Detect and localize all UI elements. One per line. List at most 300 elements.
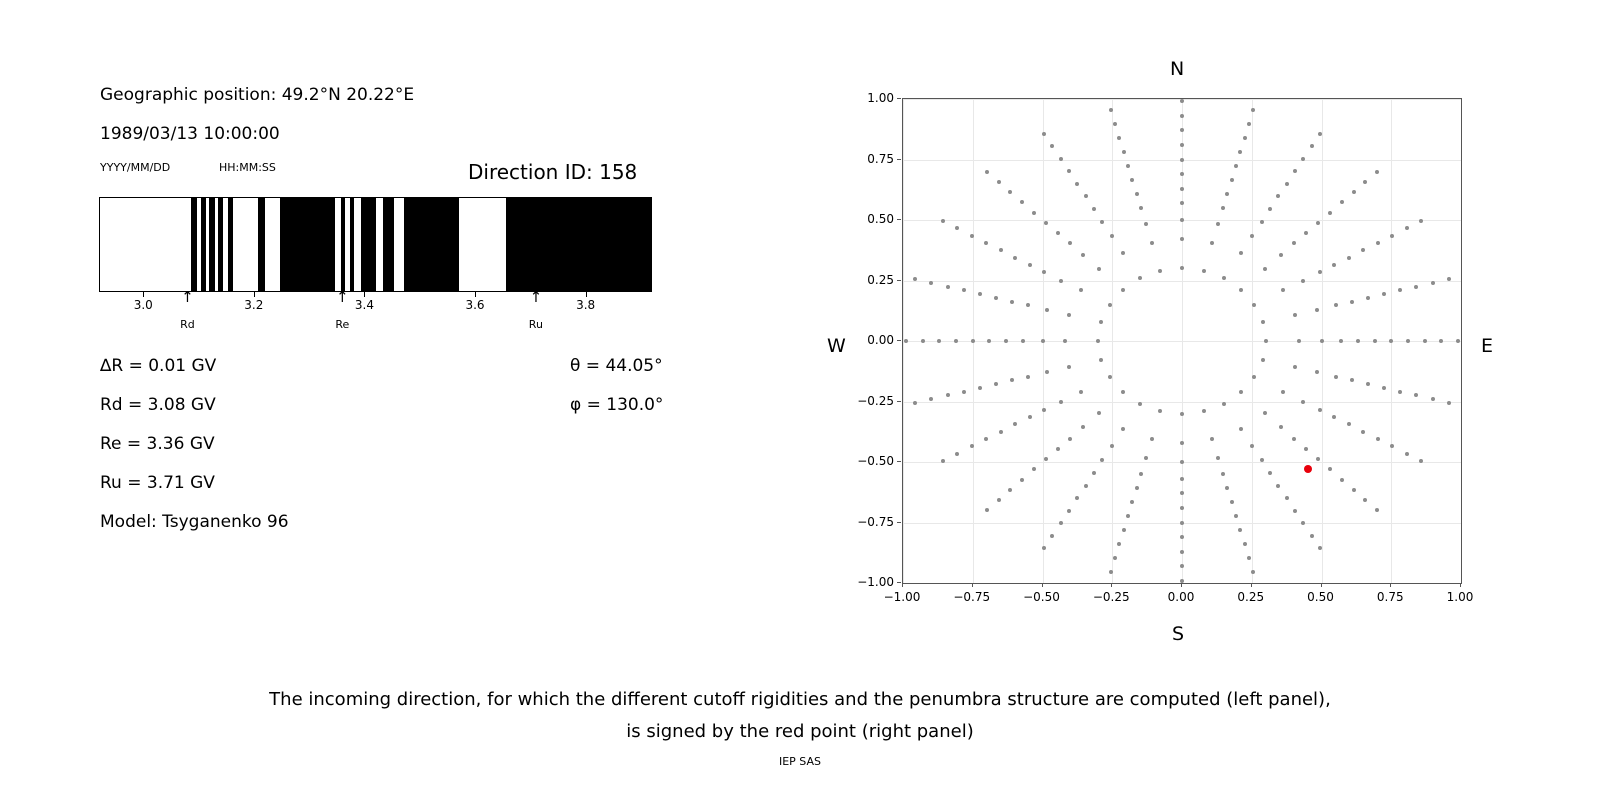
direction-dot xyxy=(1013,256,1017,260)
axis-tick-label-y: 0.25 xyxy=(867,272,894,287)
direction-dot xyxy=(1092,471,1096,475)
direction-dot xyxy=(1263,411,1267,415)
direction-dot xyxy=(997,498,1001,502)
penumbra-chart xyxy=(99,197,652,292)
direction-dot xyxy=(1292,241,1296,245)
direction-dot xyxy=(1222,402,1226,406)
penumbra-band xyxy=(506,198,652,291)
direction-dot xyxy=(1373,339,1377,343)
direction-dot xyxy=(1081,425,1085,429)
direction-dot xyxy=(1238,528,1242,532)
direction-dot xyxy=(1180,187,1184,191)
theta-value: θ = 44.05° xyxy=(570,356,663,376)
ru-value: Ru = 3.71 GV xyxy=(100,473,215,493)
direction-dot xyxy=(1117,136,1121,140)
axis-tickmark-y xyxy=(897,340,901,341)
direction-dot xyxy=(1239,251,1243,255)
direction-dot xyxy=(1028,263,1032,267)
direction-dot xyxy=(1068,241,1072,245)
direction-dot xyxy=(962,288,966,292)
direction-dot xyxy=(1050,534,1054,538)
direction-dot xyxy=(1144,456,1148,460)
axis-tickmark-y xyxy=(897,280,901,281)
direction-dot xyxy=(1318,132,1322,136)
direction-dot xyxy=(1138,402,1142,406)
direction-dot xyxy=(1390,234,1394,238)
direction-dot xyxy=(1044,221,1048,225)
direction-dot xyxy=(1260,220,1264,224)
direction-dot xyxy=(1067,313,1071,317)
penumbra-band xyxy=(350,198,354,291)
direction-dot xyxy=(1263,267,1267,271)
direction-dot xyxy=(1301,157,1305,161)
right-panel xyxy=(800,0,1600,660)
direction-dot xyxy=(1414,393,1418,397)
direction-dot xyxy=(1260,458,1264,462)
direction-dot xyxy=(1158,409,1162,413)
direction-dot xyxy=(1026,375,1030,379)
direction-dot xyxy=(1268,471,1272,475)
direction-dot xyxy=(1045,308,1049,312)
direction-dot xyxy=(1361,248,1365,252)
direction-dot xyxy=(1180,460,1184,464)
axis-tickmark-x xyxy=(972,583,973,587)
axis-tick-label: 3.2 xyxy=(244,298,264,312)
axis-tick xyxy=(364,292,365,297)
direction-dot xyxy=(1447,401,1451,405)
direction-dot xyxy=(1067,169,1071,173)
direction-dot xyxy=(1456,339,1460,343)
date-format-hint: YYYY/MM/DD xyxy=(100,161,171,174)
direction-dot xyxy=(1419,459,1423,463)
direction-dot xyxy=(971,339,975,343)
direction-dot xyxy=(1268,207,1272,211)
caption-line-1: The incoming direction, for which the different cutoff rigidities and the penumbra structure are computed (left panel), xyxy=(269,689,1331,710)
model-value: Model: Tsyganenko 96 xyxy=(100,512,289,532)
axis-tickmark-y xyxy=(897,159,901,160)
direction-dot xyxy=(1130,178,1134,182)
direction-dot xyxy=(1180,491,1184,495)
direction-dot xyxy=(1304,231,1308,235)
direction-dot xyxy=(1239,427,1243,431)
direction-dot xyxy=(913,401,917,405)
direction-dot xyxy=(1113,122,1117,126)
axis-tickmark-x xyxy=(1321,583,1322,587)
direction-dot xyxy=(1126,164,1130,168)
axis-tick-label-x: 0.00 xyxy=(1167,590,1195,604)
direction-dot xyxy=(1250,444,1254,448)
direction-dot xyxy=(1431,281,1435,285)
direction-dot xyxy=(1234,514,1238,518)
geographic-position: Geographic position: 49.2°N 20.22°E xyxy=(100,85,415,105)
direction-dot xyxy=(1301,521,1305,525)
direction-dot xyxy=(1097,411,1101,415)
direction-dot xyxy=(955,452,959,456)
direction-dot xyxy=(1398,390,1402,394)
gridline xyxy=(1461,99,1462,583)
direction-dot xyxy=(1239,390,1243,394)
direction-dot xyxy=(929,281,933,285)
direction-dot xyxy=(954,339,958,343)
direction-dot xyxy=(1180,172,1184,176)
direction-dot xyxy=(1180,158,1184,162)
axis-tick-label-y: −0.75 xyxy=(857,514,894,529)
direction-dot xyxy=(1059,521,1063,525)
direction-dot xyxy=(1008,190,1012,194)
direction-dot xyxy=(985,508,989,512)
compass-east-label: E xyxy=(1481,335,1494,357)
direction-dot xyxy=(1250,234,1254,238)
rd-value: Rd = 3.08 GV xyxy=(100,395,216,415)
direction-dot xyxy=(1293,509,1297,513)
direction-dot xyxy=(1261,358,1265,362)
left-panel xyxy=(0,0,800,660)
direction-dot xyxy=(1121,251,1125,255)
time-format-hint: HH:MM:SS xyxy=(219,161,276,174)
direction-dot xyxy=(1150,437,1154,441)
direction-dot xyxy=(1059,157,1063,161)
direction-dot xyxy=(1042,408,1046,412)
direction-dot xyxy=(1108,375,1112,379)
axis-tick-label: 3.8 xyxy=(576,298,596,312)
direction-dot xyxy=(1230,500,1234,504)
direction-dot xyxy=(1405,452,1409,456)
direction-dot xyxy=(1150,241,1154,245)
penumbra-band xyxy=(258,198,265,291)
direction-dot xyxy=(1340,200,1344,204)
direction-dot xyxy=(1121,390,1125,394)
direction-dot xyxy=(1318,270,1322,274)
direction-dot xyxy=(1328,211,1332,215)
direction-dot xyxy=(1075,496,1079,500)
direction-dot xyxy=(1010,300,1014,304)
direction-dot xyxy=(1239,288,1243,292)
direction-dot xyxy=(921,339,925,343)
direction-dot xyxy=(1406,339,1410,343)
direction-dot xyxy=(1202,269,1206,273)
direction-dot xyxy=(1109,108,1113,112)
axis-tickmark-x xyxy=(1251,583,1252,587)
penumbra-band xyxy=(383,198,394,291)
axis-tick-label-y: −1.00 xyxy=(857,575,894,589)
direction-dot xyxy=(1121,427,1125,431)
direction-dot xyxy=(1285,496,1289,500)
direction-dot xyxy=(985,170,989,174)
direction-dot xyxy=(1008,488,1012,492)
direction-dot xyxy=(1310,144,1314,148)
direction-dot xyxy=(1122,528,1126,532)
rigidity-marker-label: Ru xyxy=(528,318,543,331)
direction-dot xyxy=(1056,447,1060,451)
direction-dot xyxy=(1135,486,1139,490)
direction-dot xyxy=(1020,200,1024,204)
direction-dot xyxy=(1363,498,1367,502)
axis-tickmark-y xyxy=(897,461,901,462)
direction-dot xyxy=(1021,339,1025,343)
direction-dot xyxy=(984,437,988,441)
direction-dot xyxy=(1251,108,1255,112)
direction-dot xyxy=(1075,182,1079,186)
direction-dot xyxy=(1050,144,1054,148)
axis-tick-label-x: −0.50 xyxy=(1023,590,1060,604)
direction-dot xyxy=(1352,190,1356,194)
direction-dot xyxy=(1180,266,1184,270)
direction-dot xyxy=(1332,263,1336,267)
direction-dot xyxy=(1180,535,1184,539)
direction-dot xyxy=(1315,370,1319,374)
direction-dot xyxy=(1117,542,1121,546)
direction-dot xyxy=(941,459,945,463)
direction-dot xyxy=(1279,253,1283,257)
direction-dot xyxy=(1138,276,1142,280)
direction-dot xyxy=(1252,375,1256,379)
direction-dot xyxy=(994,382,998,386)
direction-dot xyxy=(1126,514,1130,518)
penumbra-bar xyxy=(99,197,652,292)
direction-dot xyxy=(1366,382,1370,386)
direction-dot xyxy=(1225,486,1229,490)
direction-dot xyxy=(946,285,950,289)
direction-dot xyxy=(997,180,1001,184)
penumbra-band xyxy=(191,198,197,291)
direction-dot xyxy=(1180,506,1184,510)
axis-tick-label-x: 0.25 xyxy=(1237,590,1265,604)
direction-dot xyxy=(1318,546,1322,550)
direction-dot xyxy=(1243,542,1247,546)
axis-tick-label: 3.4 xyxy=(354,298,374,312)
direction-dot xyxy=(1261,320,1265,324)
direction-dot xyxy=(1042,270,1046,274)
direction-dot xyxy=(1202,409,1206,413)
direction-dot xyxy=(1059,279,1063,283)
direction-dot xyxy=(984,241,988,245)
direction-dot xyxy=(1180,128,1184,132)
direction-dot xyxy=(1084,194,1088,198)
direction-dot xyxy=(1092,207,1096,211)
axis-tick-label-y: 0.50 xyxy=(867,212,894,226)
penumbra-band xyxy=(201,198,206,291)
axis-tick-label-x: −0.25 xyxy=(1092,590,1130,604)
direction-dot xyxy=(1414,285,1418,289)
direction-dot xyxy=(1026,303,1030,307)
axis-tick-label-y: 0.00 xyxy=(867,333,894,347)
direction-dot xyxy=(1108,303,1112,307)
axis-tick-label-x: 1.00 xyxy=(1446,590,1474,604)
direction-dot xyxy=(978,292,982,296)
direction-dot xyxy=(1216,222,1220,226)
gridline xyxy=(903,402,1461,403)
direction-dot xyxy=(1315,308,1319,312)
direction-dot xyxy=(1334,375,1338,379)
direction-dot xyxy=(1366,296,1370,300)
rigidity-marker-arrow: ↑ xyxy=(336,288,349,306)
datetime-value: 1989/03/13 10:00:00 xyxy=(100,124,280,144)
compass-north-label: N xyxy=(1170,58,1185,80)
direction-dot xyxy=(1398,288,1402,292)
axis-tickmark-x xyxy=(1390,583,1391,587)
direction-dot xyxy=(1447,277,1451,281)
direction-dot xyxy=(1130,500,1134,504)
direction-dot xyxy=(1210,437,1214,441)
direction-dot xyxy=(1363,180,1367,184)
direction-dot xyxy=(1375,170,1379,174)
sky-map-plot xyxy=(902,98,1462,584)
axis-tickmark-x xyxy=(1181,583,1182,587)
direction-dot xyxy=(1059,400,1063,404)
direction-id-label: Direction ID: 158 xyxy=(468,160,638,184)
direction-dot xyxy=(1084,484,1088,488)
direction-dot xyxy=(1063,339,1067,343)
direction-dot xyxy=(913,277,917,281)
direction-dot xyxy=(1180,521,1184,525)
axis-tick-label-y: 1.00 xyxy=(867,91,894,105)
direction-dot xyxy=(1067,365,1071,369)
axis-tick-label: 3.6 xyxy=(465,298,485,312)
direction-dot xyxy=(1135,192,1139,196)
direction-dot xyxy=(929,397,933,401)
axis-tickmark-x xyxy=(1111,583,1112,587)
direction-dot xyxy=(1079,390,1083,394)
direction-dot xyxy=(1281,288,1285,292)
direction-dot xyxy=(994,296,998,300)
direction-dot xyxy=(1180,412,1184,416)
direction-dot xyxy=(1423,339,1427,343)
direction-dot xyxy=(1180,579,1184,583)
direction-dot xyxy=(1382,292,1386,296)
direction-dot xyxy=(1292,437,1296,441)
direction-dot xyxy=(1013,422,1017,426)
direction-dot xyxy=(1099,358,1103,362)
direction-dot xyxy=(1180,114,1184,118)
direction-dot xyxy=(1293,313,1297,317)
axis-tickmark-x xyxy=(1460,583,1461,587)
penumbra-band xyxy=(341,198,345,291)
direction-dot xyxy=(1247,122,1251,126)
axis-tick xyxy=(143,292,144,297)
direction-dot xyxy=(1318,408,1322,412)
direction-dot xyxy=(1044,457,1048,461)
direction-dot xyxy=(1350,300,1354,304)
direction-dot xyxy=(1382,386,1386,390)
direction-dot xyxy=(1439,339,1443,343)
direction-dot xyxy=(1139,206,1143,210)
direction-dot xyxy=(1045,370,1049,374)
direction-dot xyxy=(1332,415,1336,419)
direction-dot xyxy=(1304,447,1308,451)
direction-dot xyxy=(1042,132,1046,136)
direction-dot xyxy=(1097,267,1101,271)
penumbra-band xyxy=(361,198,376,291)
rigidity-marker-label: Re xyxy=(335,318,350,331)
direction-dot xyxy=(1028,415,1032,419)
direction-dot xyxy=(962,390,966,394)
direction-dot xyxy=(1390,444,1394,448)
penumbra-axis xyxy=(99,288,652,342)
direction-dot xyxy=(1139,472,1143,476)
rigidity-marker-arrow: ↑ xyxy=(529,288,543,306)
direction-dot xyxy=(1068,437,1072,441)
direction-dot xyxy=(1180,218,1184,222)
axis-tick-label-x: 0.50 xyxy=(1307,590,1334,604)
direction-dot xyxy=(1320,339,1324,343)
axis-tickmark-y xyxy=(897,582,901,583)
direction-dot xyxy=(1180,477,1184,481)
direction-dot xyxy=(1100,220,1104,224)
direction-dot xyxy=(999,430,1003,434)
axis-tick-label-x: −1.00 xyxy=(883,590,921,604)
direction-dot xyxy=(1375,508,1379,512)
axis-tick-label-x: −0.75 xyxy=(953,590,991,604)
direction-dot xyxy=(970,444,974,448)
direction-dot xyxy=(1180,201,1184,205)
gridline xyxy=(903,583,1461,584)
direction-dot xyxy=(987,339,991,343)
direction-dot xyxy=(1316,457,1320,461)
axis-tick-label-y: −0.50 xyxy=(857,454,894,468)
direction-dot xyxy=(1352,488,1356,492)
direction-dot xyxy=(1251,570,1255,574)
direction-dot xyxy=(1293,169,1297,173)
direction-dot xyxy=(1328,467,1332,471)
direction-dot xyxy=(1180,564,1184,568)
selected-direction-point xyxy=(1304,465,1312,473)
direction-dot xyxy=(1243,136,1247,140)
direction-dot xyxy=(1389,339,1393,343)
direction-dot xyxy=(1376,437,1380,441)
credit-label: IEP SAS xyxy=(778,755,822,768)
direction-dot xyxy=(1301,279,1305,283)
rigidity-marker-arrow: ↑ xyxy=(181,288,194,306)
direction-dot xyxy=(1281,390,1285,394)
axis-tickmark-x xyxy=(1042,583,1043,587)
direction-dot xyxy=(1405,226,1409,230)
direction-dot xyxy=(1079,288,1083,292)
direction-dot xyxy=(955,226,959,230)
direction-dot xyxy=(1096,339,1100,343)
direction-dot xyxy=(1109,570,1113,574)
direction-dot xyxy=(1004,339,1008,343)
direction-dot xyxy=(1032,467,1036,471)
direction-dot xyxy=(1042,546,1046,550)
direction-dot xyxy=(1334,303,1338,307)
direction-dot xyxy=(1301,400,1305,404)
direction-dot xyxy=(1216,456,1220,460)
direction-dot xyxy=(1347,422,1351,426)
direction-dot xyxy=(1279,425,1283,429)
compass-west-label: W xyxy=(827,335,846,357)
direction-dot xyxy=(1340,478,1344,482)
phi-value: φ = 130.0° xyxy=(570,395,664,415)
direction-dot xyxy=(1431,397,1435,401)
rigidity-marker-label: Rd xyxy=(180,318,195,331)
direction-dot xyxy=(1180,143,1184,147)
direction-dot xyxy=(1113,556,1117,560)
direction-dot xyxy=(999,248,1003,252)
gridline xyxy=(903,281,1461,282)
direction-dot xyxy=(1100,458,1104,462)
direction-dot xyxy=(1020,478,1024,482)
direction-dot xyxy=(1110,234,1114,238)
direction-dot xyxy=(1121,288,1125,292)
penumbra-band xyxy=(218,198,223,291)
direction-dot xyxy=(1010,378,1014,382)
penumbra-band xyxy=(209,198,215,291)
delta-r-value: ∆R = 0.01 GV xyxy=(100,356,217,376)
direction-dot xyxy=(1032,211,1036,215)
axis-tick-label-y: 0.75 xyxy=(867,151,894,166)
direction-dot xyxy=(1419,219,1423,223)
direction-dot xyxy=(1264,339,1268,343)
